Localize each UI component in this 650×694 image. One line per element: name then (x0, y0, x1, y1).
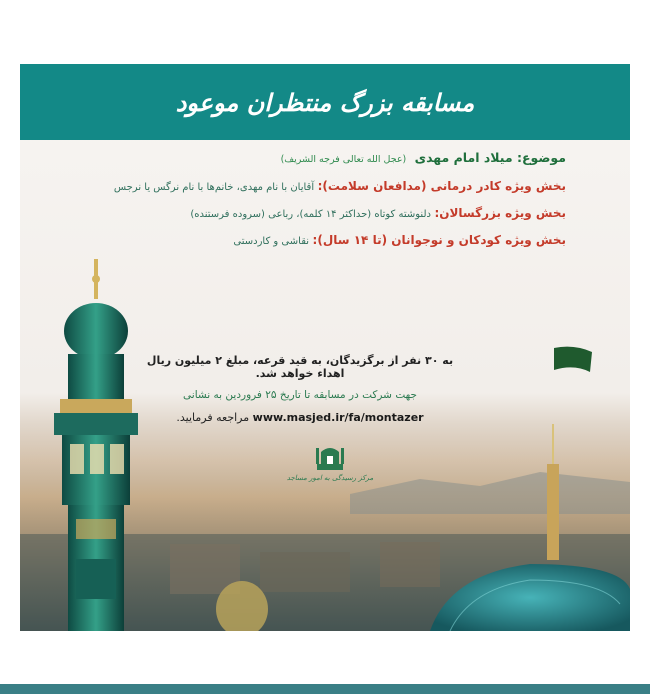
topic-label: موضوع: میلاد امام مهدی (414, 150, 566, 165)
topic-honorific: (عجل الله تعالی فرجه الشریف) (280, 154, 407, 165)
section-body: دلنوشته کوتاه (حداکثر ۱۴ کلمه)، رباعی (سروده فرستنده) (190, 209, 431, 220)
section-head: بخش ویژه کادر درمانی (مدافعان سلامت): (317, 179, 566, 193)
flag-icon (554, 346, 594, 376)
topic-line (60, 150, 566, 165)
deadline-text: جهت شرکت در مسابقه تا تاریخ ۲۵ فروردین به نشانی (183, 389, 417, 401)
poster-banner (20, 64, 630, 140)
logo-caption: مرکز رسیدگی به امور مساجد (286, 474, 374, 482)
bottom-bar (0, 684, 650, 694)
poster-details (60, 150, 566, 260)
section-children (60, 233, 566, 247)
section-body: نقاشی و کاردستی (233, 236, 310, 247)
section-head: بخش ویژه بزرگسالان: (434, 206, 566, 220)
section-medical-staff (60, 179, 566, 193)
minaret-illustration (48, 259, 160, 631)
website-suffix: مراجعه فرمایید. (176, 411, 250, 424)
organization-logo (286, 442, 374, 492)
poster-title: مسابقه بزرگ منتظران موعود (175, 87, 475, 117)
section-body: آقایان با نام مهدی، خانم‌ها با نام نرگس یا نرجس (113, 182, 315, 193)
section-adults (60, 206, 566, 220)
contest-poster (20, 64, 630, 631)
website-line (140, 411, 460, 424)
section-head: بخش ویژه کودکان و نوجوانان (تا ۱۴ سال): (312, 233, 566, 247)
website-link[interactable]: www.masjed.ir/fa/montazer (252, 411, 424, 424)
prize-text: به ۳۰ نفر از برگزیدگان، به قید قرعه، مبلغ ۲ میلیون ریال اهداء خواهد شد. (146, 354, 454, 380)
mosque-logo-icon (315, 442, 345, 472)
